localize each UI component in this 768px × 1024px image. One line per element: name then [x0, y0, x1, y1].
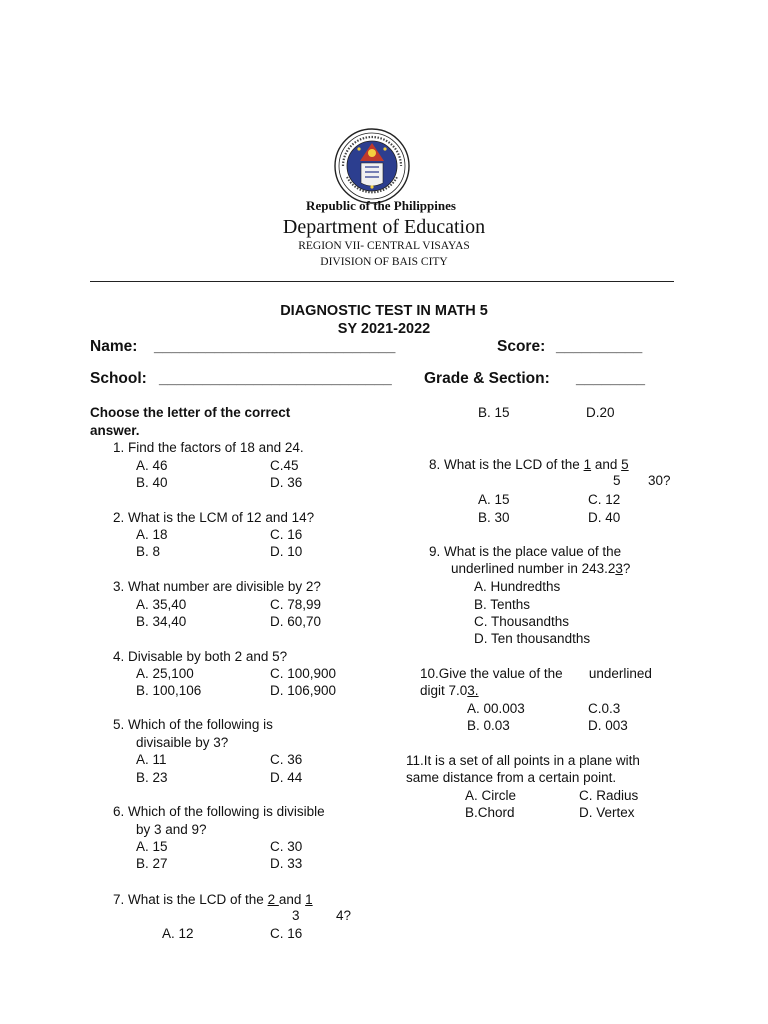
q1-stem: 1. Find the factors of 18 and 24. [113, 440, 304, 455]
q3-choice-a[interactable]: A. 35,40 [136, 597, 187, 612]
q10-stem-text: digit 7.0 [420, 683, 468, 698]
q8-denominator-1: 5 [613, 473, 621, 488]
q8-numerator-2: 5 [621, 457, 629, 472]
q2-choice-d[interactable]: D. 10 [270, 544, 303, 559]
q7-choice-b[interactable]: B. 15 [478, 405, 510, 420]
q1-choice-b[interactable]: B. 40 [136, 475, 168, 490]
q8-choice-c[interactable]: C. 12 [588, 492, 621, 507]
q8-stem-text: 8. What is the LCD of the [429, 457, 584, 472]
q10-choice-c[interactable]: C.0.3 [588, 701, 621, 716]
q7-stem [113, 891, 313, 908]
q10-choice-b[interactable]: B. 0.03 [467, 718, 510, 733]
q7-choice-a[interactable]: A. 12 [162, 926, 194, 941]
q8-choice-d[interactable]: D. 40 [588, 510, 621, 525]
instructions-line-2: answer. [90, 423, 140, 438]
name-line[interactable]: ____________________________ [154, 338, 396, 355]
q2-choice-b[interactable]: B. 8 [136, 544, 161, 559]
q10-choice-a[interactable]: A. 00.003 [467, 701, 525, 716]
division-line: DIVISION OF BAIS CITY [320, 256, 448, 268]
name-label: Name: [90, 338, 138, 355]
score-line[interactable]: __________ [556, 338, 643, 355]
q11-choice-a[interactable]: A. Circle [465, 788, 517, 803]
q9-underlined-digit: 3 [615, 561, 623, 576]
deped-seal [333, 127, 411, 205]
q10-choice-d[interactable]: D. 003 [588, 718, 628, 733]
q5-choice-c[interactable]: C. 36 [270, 752, 303, 767]
grade-section-line[interactable]: ________ [576, 370, 645, 387]
q10-stem-line-2 [420, 682, 479, 699]
q6-stem-line-1: 6. Which of the following is divisible [113, 804, 325, 819]
q7-denominator-1: 3 [292, 908, 300, 923]
department-heading: Department of Education [282, 216, 486, 238]
q9-stem-line-2 [451, 560, 630, 577]
q9-stem-text: underlined number in 243.2 [451, 561, 616, 576]
grade-section-label: Grade & Section: [424, 370, 550, 387]
q3-choice-b[interactable]: B. 34,40 [136, 614, 187, 629]
q7-choice-d[interactable]: D.20 [586, 405, 615, 420]
q10-stem-line-1: 10.Give the value of the underlined [420, 666, 652, 681]
header-divider [90, 281, 674, 282]
q7-and: and [278, 892, 306, 907]
q7-choice-c[interactable]: C. 16 [270, 926, 303, 941]
q2-choice-a[interactable]: A. 18 [136, 527, 168, 542]
q2-choice-c[interactable]: C. 16 [270, 527, 303, 542]
q8-denominator-2: 30? [648, 473, 671, 488]
q11-choice-b[interactable]: B.Chord [465, 805, 515, 820]
q8-numerator-1: 1 [583, 457, 592, 472]
q11-choice-c[interactable]: C. Radius [579, 788, 639, 803]
q11-choice-d[interactable]: D. Vertex [579, 805, 635, 820]
school-year: SY 2021-2022 [337, 321, 431, 337]
q8-stem [429, 456, 629, 473]
q4-choice-c[interactable]: C. 100,900 [270, 666, 337, 681]
q9-choice-d[interactable]: D. Ten thousandths [474, 631, 591, 646]
q6-choice-a[interactable]: A. 15 [136, 839, 168, 854]
q8-choice-b[interactable]: B. 30 [478, 510, 510, 525]
q4-choice-d[interactable]: D. 106,900 [270, 683, 337, 698]
republic-heading: Republic of the Philippines [306, 198, 456, 213]
instructions-line-1: Choose the letter of the correct [90, 405, 291, 420]
q7-numerator-2: 1 [305, 892, 313, 907]
q9-question-mark: ? [622, 561, 631, 576]
q1-choice-c[interactable]: C.45 [270, 458, 299, 473]
q4-choice-b[interactable]: B. 100,106 [136, 683, 202, 698]
test-title: DIAGNOSTIC TEST IN MATH 5 [280, 303, 488, 319]
q11-stem-line-2: same distance from a certain point. [406, 770, 617, 785]
q10-underlined-digit: 3. [467, 683, 479, 698]
q4-choice-a[interactable]: A. 25,100 [136, 666, 194, 681]
q6-stem-line-2: by 3 and 9? [136, 822, 207, 837]
school-line[interactable]: ___________________________ [159, 370, 392, 387]
q9-choice-b[interactable]: B. Tenths [474, 597, 531, 612]
q5-choice-a[interactable]: A. 11 [136, 752, 167, 767]
region-line: REGION VII- CENTRAL VISAYAS [298, 240, 470, 252]
q7-numerator-1: 2 [267, 892, 279, 907]
q1-choice-a[interactable]: A. 46 [136, 458, 168, 473]
q3-choice-c[interactable]: C. 78,99 [270, 597, 322, 612]
q7-denominator-2: 4? [336, 908, 352, 923]
q9-choice-a[interactable]: A. Hundredths [474, 579, 561, 594]
q1-choice-d[interactable]: D. 36 [270, 475, 303, 490]
score-label: Score: [497, 338, 546, 355]
q5-stem-line-2: divisaible by 3? [136, 735, 229, 750]
q4-stem: 4. Divisable by both 2 and 5? [113, 649, 288, 664]
q8-choice-a[interactable]: A. 15 [478, 492, 510, 507]
q5-choice-b[interactable]: B. 23 [136, 770, 168, 785]
q7-stem-text: 7. What is the LCD of the [113, 892, 268, 907]
school-label: School: [90, 370, 147, 387]
q11-stem-line-1: 11.It is a set of all points in a plane with [406, 753, 640, 768]
q3-choice-d[interactable]: D. 60,70 [270, 614, 322, 629]
q9-stem-line-1: 9. What is the place value of the [429, 544, 622, 559]
q3-stem: 3. What number are divisible by 2? [113, 579, 321, 594]
q6-choice-c[interactable]: C. 30 [270, 839, 303, 854]
q9-choice-c[interactable]: C. Thousandths [474, 614, 570, 629]
q8-and: and [591, 457, 622, 472]
q6-choice-b[interactable]: B. 27 [136, 856, 168, 871]
q5-choice-d[interactable]: D. 44 [270, 770, 303, 785]
q5-stem-line-1: 5. Which of the following is [113, 717, 273, 732]
q2-stem: 2. What is the LCM of 12 and 14? [113, 510, 315, 525]
q6-choice-d[interactable]: D. 33 [270, 856, 303, 871]
